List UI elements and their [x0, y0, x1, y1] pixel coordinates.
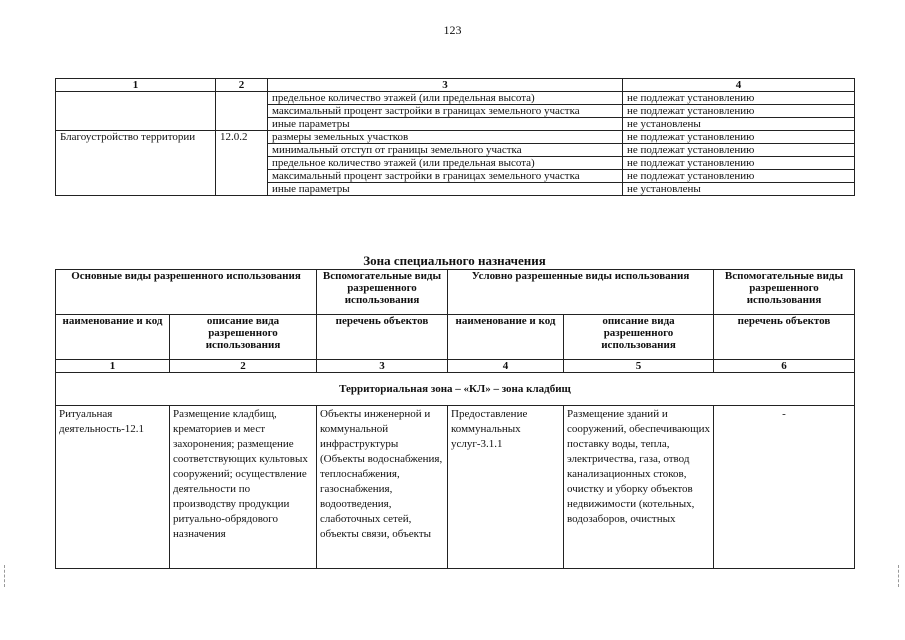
value-cell: не подлежат установлению: [623, 157, 855, 170]
parameter-cell: максимальный процент застройки в границах земельного участка: [268, 105, 623, 118]
value-cell: не установлены: [623, 118, 855, 131]
page-edge-marker: [898, 565, 901, 587]
zone-uses-table: [55, 269, 855, 569]
parameter-cell: минимальный отступ от границы земельного участка: [268, 144, 623, 157]
aux-uses-header: Вспомогательные виды разрешенного использования: [317, 270, 448, 315]
use-code-cell: 12.0.2: [216, 131, 268, 196]
table-subheader-row: [56, 315, 855, 360]
value-cell: не подлежат установлению: [623, 144, 855, 157]
table-row: [56, 406, 855, 569]
parameter-cell: размеры земельных участков: [268, 131, 623, 144]
parameter-cell: максимальный процент застройки в границах земельного участка: [268, 170, 623, 183]
empty-cell: [216, 92, 268, 131]
table-row: [56, 92, 855, 105]
parameter-cell: иные параметры: [268, 183, 623, 196]
conditional-uses-header: Условно разрешенные виды использования: [448, 270, 714, 315]
table-header-row: [56, 79, 855, 92]
table-row: [56, 131, 855, 144]
use-name-cell: Благоустройство территории: [56, 131, 216, 196]
parameter-cell: предельное количество этажей (или предельная высота): [268, 157, 623, 170]
zone-row: [56, 373, 855, 406]
description-header: описание вида разрешенного использования: [564, 315, 714, 360]
column-header: 3: [268, 79, 623, 92]
column-header: 2: [216, 79, 268, 92]
aux-uses-header-2: Вспомогательные виды разрешенного использования: [714, 270, 855, 315]
parameter-cell: иные параметры: [268, 118, 623, 131]
conditional-use-name-cell: Предоставление коммунальных услуг-3.1.1: [448, 406, 564, 569]
objects-header: перечень объектов: [317, 315, 448, 360]
page-edge-marker: [4, 565, 7, 587]
name-code-header: наименование и код: [56, 315, 170, 360]
objects-header: перечень объектов: [714, 315, 855, 360]
zone-title: Зона специального назначения: [363, 253, 546, 268]
value-cell: не подлежат установлению: [623, 170, 855, 183]
empty-cell: [56, 92, 216, 131]
column-number: 5: [564, 360, 714, 373]
column-header: 1: [56, 79, 216, 92]
column-number: 6: [714, 360, 855, 373]
name-code-header: наименование и код: [448, 315, 564, 360]
conditional-use-description-cell: Размещение зданий и сооружений, обеспечивающих поставку воды, тепла, электричества, газа, отвод канализационных стоков, очистку и уборку объектов недвижимости (котельных, водозаборов, очистных: [564, 406, 714, 569]
column-number: 4: [448, 360, 564, 373]
main-uses-header: Основные виды разрешенного использования: [56, 270, 317, 315]
objects-cell-empty: -: [714, 406, 855, 569]
table-header-row: [56, 270, 855, 315]
territorial-zone-title: Территориальная зона – «КЛ» – зона кладбищ: [56, 373, 855, 406]
column-number: 1: [56, 360, 170, 373]
value-cell: не подлежат установлению: [623, 92, 855, 105]
parameters-table: [55, 78, 855, 196]
column-number: 2: [170, 360, 317, 373]
parameter-cell: предельное количество этажей (или предельная высота): [268, 92, 623, 105]
page-number: 123: [443, 23, 462, 37]
value-cell: не подлежат установлению: [623, 131, 855, 144]
objects-cell: Объекты инженерной и коммунальной инфраструктуры (Объекты водоснабжения, теплоснабжения, газоснабжения, водоотведения, слаботочных сетей, объекты связи, объекты: [317, 406, 448, 569]
column-number: 3: [317, 360, 448, 373]
column-header: 4: [623, 79, 855, 92]
column-number-row: [56, 360, 855, 373]
use-name-cell: Ритуальная деятельность-12.1: [56, 406, 170, 569]
value-cell: не подлежат установлению: [623, 105, 855, 118]
use-description-cell: Размещение кладбищ, крематориев и мест захоронения; размещение соответствующих культовых сооружений; осуществление деятельности по производству продукции ритуально-обрядового назначения: [170, 406, 317, 569]
description-header: описание вида разрешенного использования: [170, 315, 317, 360]
value-cell: не установлены: [623, 183, 855, 196]
